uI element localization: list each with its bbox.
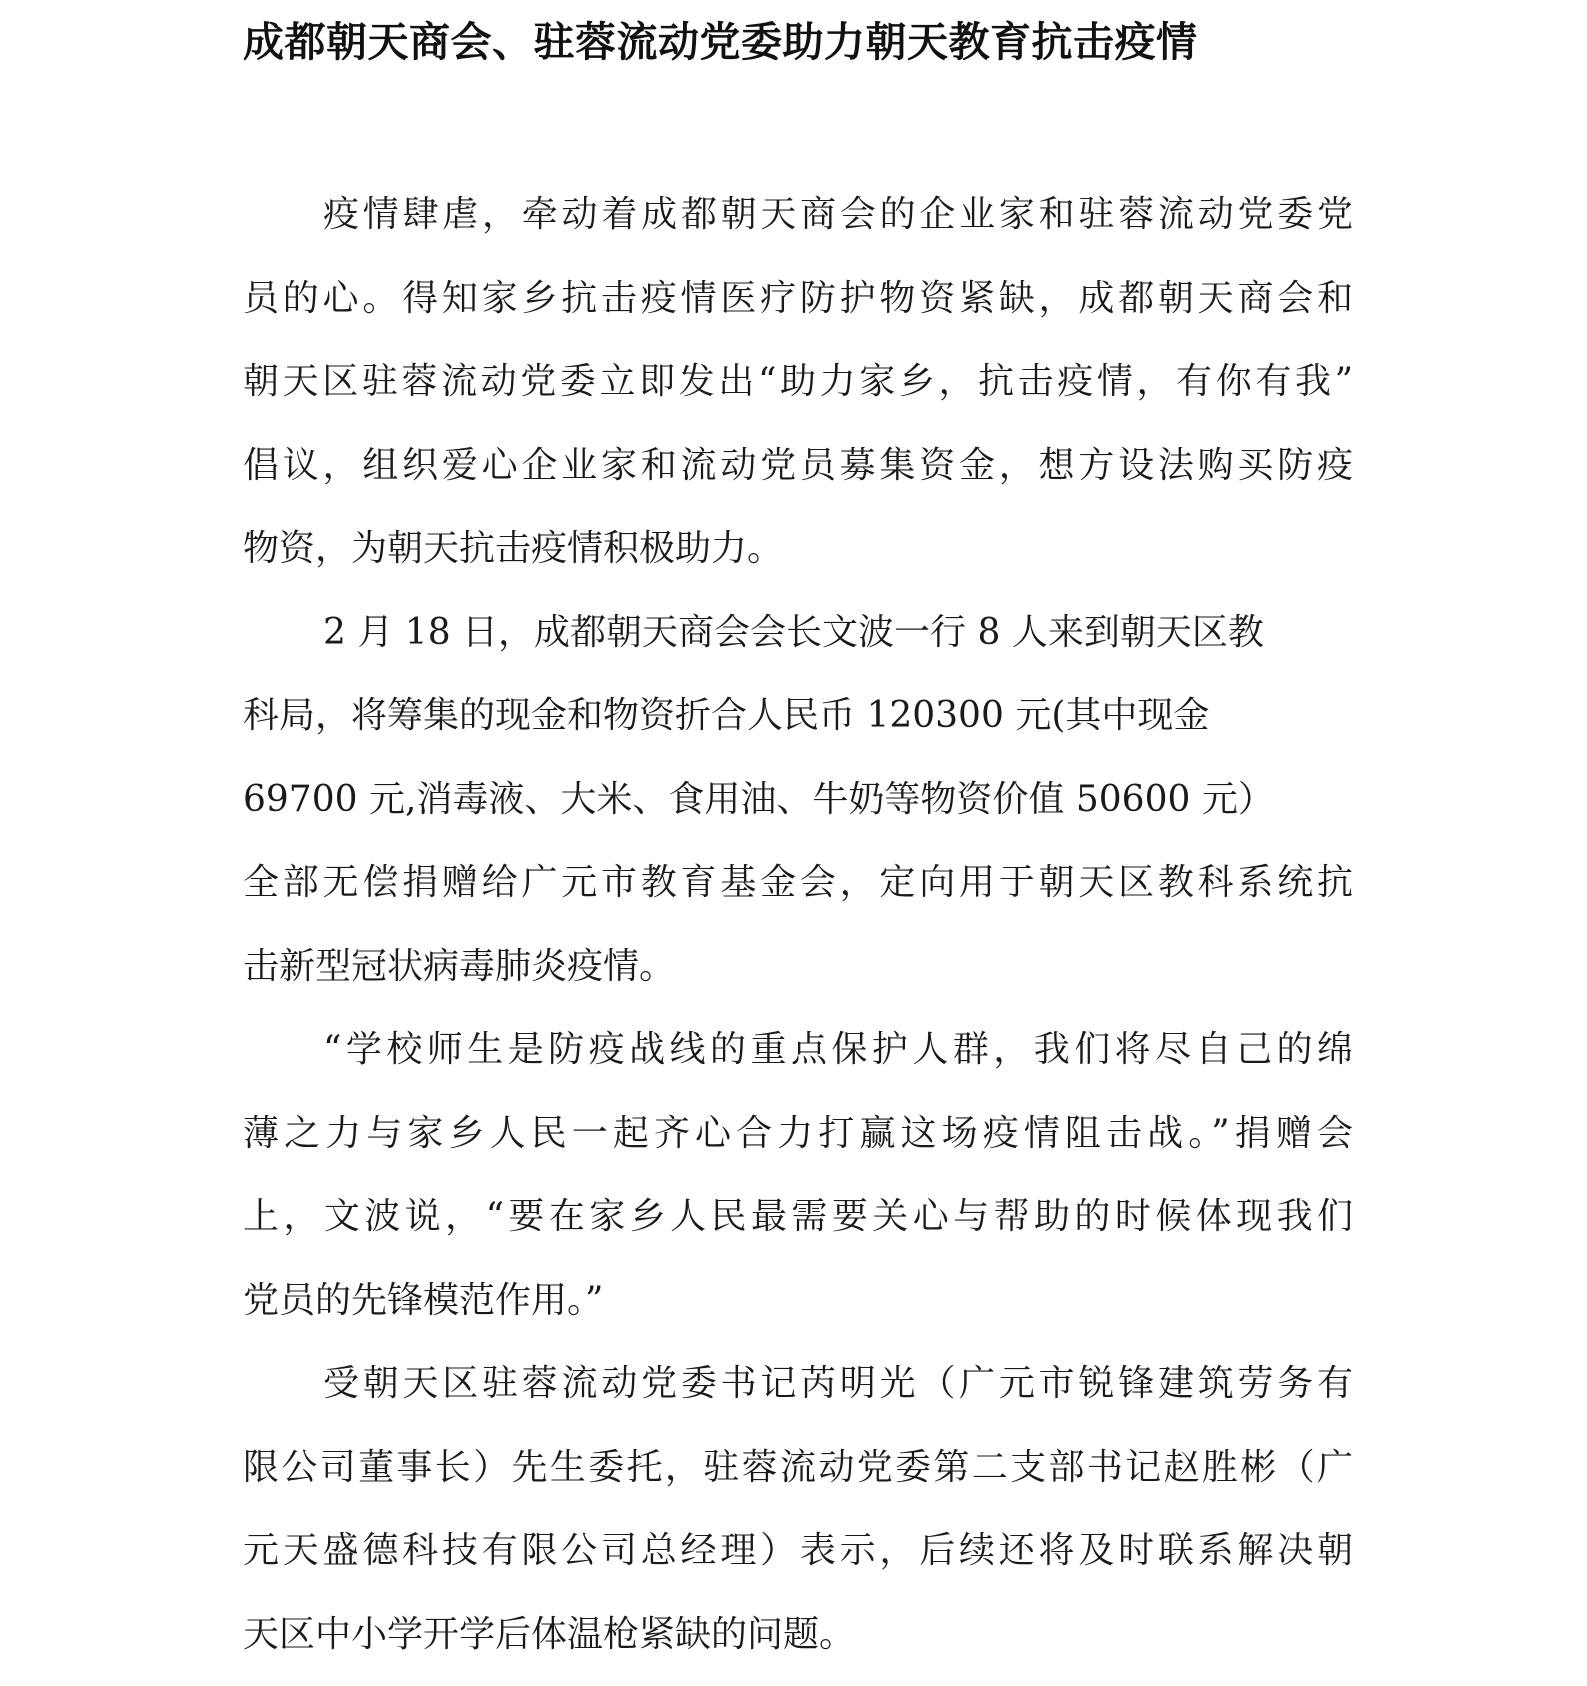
- paragraph-line: 上，文波说，“要在家乡人民最需要关心与帮助的时候体现我们: [243, 1196, 1353, 1237]
- paragraph-line: 元天盛德科技有限公司总经理）表示，后续还将及时联系解决朝: [243, 1530, 1353, 1571]
- paragraph-line: 员的心。得知家乡抗击疫情医疗防护物资紧缺，成都朝天商会和: [243, 277, 1353, 319]
- paragraph-line: 科局，将筹集的现金和物资折合人民币 120300 元(其中现金: [243, 695, 1210, 736]
- paragraph-line: 物资，为朝天抗击疫情积极助力。: [243, 528, 784, 569]
- paragraph-line: 朝天区驻蓉流动党委立即发出“助力家乡，抗击疫情，有你有我”: [243, 361, 1353, 402]
- paragraph-line: 倡议，组织爱心企业家和流动党员募集资金，想方设法购买防疫: [243, 444, 1353, 486]
- paragraph-line: 全部无偿捐赠给广元市教育基金会，定向用于朝天区教科系统抗: [243, 862, 1353, 903]
- paragraph-line: 69700 元,消毒液、大米、食用油、牛奶等物资价值 50600 元）: [243, 778, 1274, 820]
- article-body: [243, 173, 1353, 1676]
- paragraph-line: 薄之力与家乡人民一起齐心合力打赢这场疫情阻击战。”捐赠会: [243, 1112, 1353, 1154]
- paragraph-line: 疫情肆虐，牵动着成都朝天商会的企业家和驻蓉流动党委党: [323, 194, 1353, 235]
- paragraph-line: “学校师生是防疫战线的重点保护人群，我们将尽自己的绵: [323, 1029, 1353, 1070]
- paragraph-line: 天区中小学开学后体温枪紧缺的问题。: [243, 1613, 856, 1655]
- paragraph-line: 党员的先锋模范作用。”: [243, 1279, 604, 1321]
- paragraph-line: 限公司董事长）先生委托，驻蓉流动党委第二支部书记赵胜彬（广: [243, 1446, 1353, 1488]
- paragraph-line: 2 月 18 日，成都朝天商会会长文波一行 8 人来到朝天区教: [323, 611, 1264, 653]
- paragraph-line: 击新型冠状病毒肺炎疫情。: [243, 945, 676, 987]
- paragraph-line: 受朝天区驻蓉流动党委书记芮明光（广元市锐锋建筑劳务有: [323, 1363, 1353, 1404]
- document-title: 成都朝天商会、驻蓉流动党委助力朝天教育抗击疫情: [243, 18, 1198, 66]
